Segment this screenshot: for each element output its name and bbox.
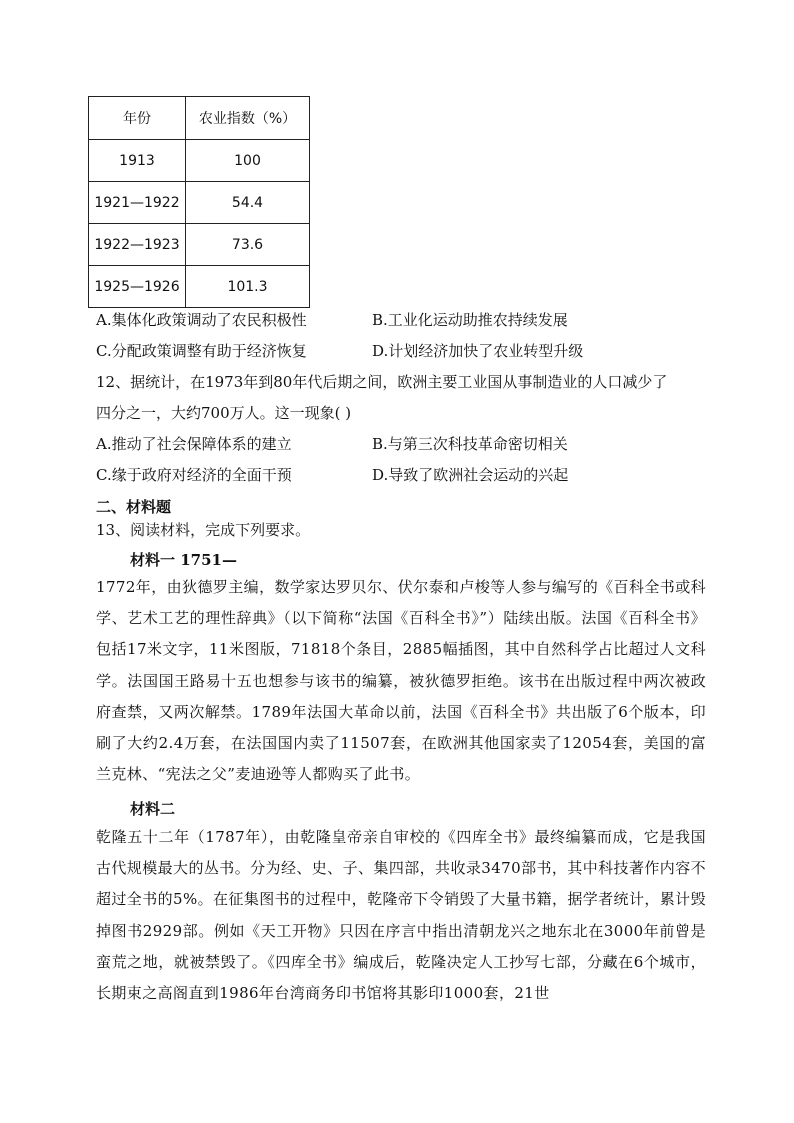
- cell-year: 1922—1923: [89, 224, 186, 266]
- q13-stem: 13、阅读材料，完成下列要求。: [96, 521, 311, 539]
- cell-index: 54.4: [186, 182, 310, 224]
- agriculture-index-table: [88, 96, 310, 308]
- q12-option-d: D.导致了欧洲社会运动的兴起: [372, 466, 569, 484]
- cell-index: 101.3: [186, 266, 310, 308]
- material1-title: 材料一 1751—: [130, 551, 237, 569]
- q11-option-b: B.工业化运动助推农持续发展: [372, 311, 568, 329]
- table-row: [89, 140, 310, 182]
- header-year: 年份: [89, 97, 186, 140]
- q12-option-a: A.推动了社会保障体系的建立: [96, 435, 292, 453]
- q12-stem-line1: 12、据统计，在1973年到80年代后期之间，欧洲主要工业国从事制造业的人口减少了: [96, 373, 668, 391]
- table-row: [89, 266, 310, 308]
- q11-option-c: C.分配政策调整有助于经济恢复: [96, 342, 307, 360]
- header-index: 农业指数（%）: [186, 97, 310, 140]
- section-heading: 二、材料题: [96, 498, 172, 516]
- material1-text: 1772年，由狄德罗主编，数学家达罗贝尔、伏尔泰和卢梭等人参与编写的《百科全书或科学、艺术工艺的理性辞典》（以下简称“法国《百科全书》”）陆续出版。法国《百科全书》包括17米文字，11米图版，71818个条目，2885幅插图，其中自然科学占比超过人文科学。法国国王路易十五也想参与该书的编纂，被狄德罗拒绝。该书在出版过程中两次被政府查禁，又两次解禁。1789年法国大革命以前，法国《百科全书》共出版了6个版本，印刷了大约2.4万套，在法国国内卖了11507套，在欧洲其他国家卖了12054套，美国的富兰克林、“宪法之父”麦迪逊等人都购买了此书。: [96, 578, 706, 784]
- cell-year: 1921—1922: [89, 182, 186, 224]
- cell-index: 100: [186, 140, 310, 182]
- material2-text: 乾隆五十二年（1787年），由乾隆皇帝亲自审校的《四库全书》最终编纂而成，它是我国古代规模最大的丛书。分为经、史、子、集四部，共收录3470部书，其中科技著作内容不超过全书的5%。在征集图书的过程中，乾隆帝下令销毁了大量书籍，据学者统计，累计毁掉图书2929部。例如《天工开物》只因在序言中指出清朝龙兴之地东北在3000年前曾是蛮荒之地，就被禁毁了。《四库全书》编成后，乾隆决定人工抄写七部，分藏在6个城市，长期束之高阁直到1986年台湾商务印书馆将其影印1000套，21世: [96, 828, 706, 1003]
- cell-index: 73.6: [186, 224, 310, 266]
- cell-year: 1925—1926: [89, 266, 186, 308]
- q11-option-d: D.计划经济加快了农业转型升级: [372, 342, 584, 360]
- material2-title: 材料二: [130, 800, 176, 818]
- q11-option-a: A.集体化政策调动了农民积极性: [96, 311, 307, 329]
- table-row: [89, 182, 310, 224]
- q12-stem-line2: 四分之一，大约700万人。这一现象( ): [96, 404, 352, 422]
- q12-option-c: C.缘于政府对经济的全面干预: [96, 466, 292, 484]
- q12-option-b: B.与第三次科技革命密切相关: [372, 435, 568, 453]
- cell-year: 1913: [89, 140, 186, 182]
- table-header-row: [89, 97, 310, 140]
- table-row: [89, 224, 310, 266]
